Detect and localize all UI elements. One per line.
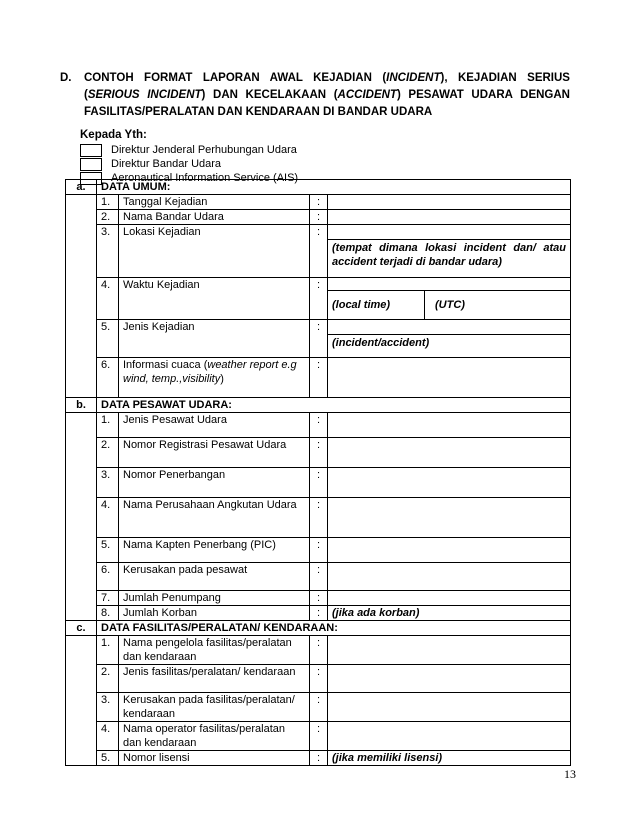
heading-text-part: CONTOH FORMAT LAPORAN AWAL KEJADIAN ( — [84, 72, 387, 84]
heading-letter: D. — [60, 72, 72, 84]
utc-hint: (UTC) — [435, 299, 465, 311]
colon-separator: : — [310, 693, 328, 722]
row-number: 8. — [97, 606, 119, 621]
field-value[interactable] — [328, 210, 571, 225]
heading-text-part: ), KEJADIAN SERIUS ( — [84, 72, 570, 101]
field-value[interactable] — [328, 636, 571, 665]
form-row — [66, 438, 571, 468]
form-row — [66, 606, 571, 621]
row-number: 3. — [97, 693, 119, 722]
row-number: 1. — [97, 195, 119, 210]
field-label: Nama pengelola fasilitas/peralatan dan kendaraan — [119, 636, 310, 665]
page-number: 13 — [564, 767, 576, 781]
field-label: Jenis fasilitas/peralatan/ kendaraan — [119, 665, 310, 693]
row-number: 4. — [97, 278, 119, 320]
colon-separator: : — [310, 591, 328, 606]
form-row — [66, 538, 571, 563]
form-row — [66, 591, 571, 606]
checkbox[interactable] — [80, 158, 102, 171]
field-value[interactable]: (jika ada korban) — [328, 606, 571, 621]
field-value[interactable] — [328, 278, 571, 320]
recipient-option-1[interactable] — [80, 143, 297, 157]
row-number: 4. — [97, 722, 119, 751]
section-title: DATA UMUM: — [97, 180, 571, 195]
row-number: 6. — [97, 358, 119, 398]
label-part: Informasi cuaca ( — [123, 359, 208, 371]
row-number: 5. — [97, 751, 119, 766]
row-number: 2. — [97, 665, 119, 693]
form-row — [66, 665, 571, 693]
field-value[interactable] — [328, 413, 571, 438]
colon-separator: : — [310, 722, 328, 751]
field-value[interactable] — [328, 665, 571, 693]
row-number: 4. — [97, 498, 119, 538]
colon-separator: : — [310, 358, 328, 398]
section-header-row — [66, 180, 571, 195]
colon-separator: : — [310, 665, 328, 693]
form-row — [66, 413, 571, 438]
form-row — [66, 693, 571, 722]
field-value[interactable] — [328, 320, 571, 358]
form-row — [66, 498, 571, 538]
heading-text-part: SERIOUS INCIDENT — [87, 89, 202, 101]
field-value[interactable] — [328, 438, 571, 468]
form-row — [66, 751, 571, 766]
local-time-hint: (local time) — [328, 291, 425, 319]
recipient-option-2[interactable] — [80, 157, 221, 171]
field-label: Nama Perusahaan Angkutan Udara — [119, 498, 310, 538]
colon-separator: : — [310, 320, 328, 358]
heading-text — [84, 70, 570, 121]
row-number: 2. — [97, 438, 119, 468]
section-letter: b. — [66, 398, 97, 413]
label-part: ) — [220, 373, 224, 385]
section-side-cell — [66, 413, 97, 621]
form-row — [66, 563, 571, 591]
section-header-row — [66, 398, 571, 413]
field-value[interactable]: (jika memiliki lisensi) — [328, 751, 571, 766]
colon-separator: : — [310, 538, 328, 563]
heading-text-part: ) PESAWAT UDARA DENGAN FASILITAS/PERALATAN DAN KENDARAAN DI BANDAR UDARA — [84, 89, 570, 118]
field-value[interactable] — [328, 693, 571, 722]
field-value[interactable] — [328, 722, 571, 751]
form-row — [66, 225, 571, 278]
heading-text-part: ) DAN KECELAKAAN ( — [201, 89, 338, 101]
heading-text-part: ACCIDENT — [337, 89, 397, 101]
field-value[interactable] — [328, 538, 571, 563]
field-value[interactable] — [328, 591, 571, 606]
colon-separator: : — [310, 225, 328, 278]
field-label: Jumlah Penumpang — [119, 591, 310, 606]
field-label: Jenis Pesawat Udara — [119, 413, 310, 438]
field-value[interactable] — [328, 195, 571, 210]
colon-separator: : — [310, 210, 328, 225]
colon-separator: : — [310, 563, 328, 591]
row-number: 7. — [97, 591, 119, 606]
row-number: 6. — [97, 563, 119, 591]
field-label: Kerusakan pada pesawat — [119, 563, 310, 591]
colon-separator: : — [310, 438, 328, 468]
field-label: Nomor Penerbangan — [119, 468, 310, 498]
field-value[interactable] — [328, 498, 571, 538]
row-number: 2. — [97, 210, 119, 225]
field-label: Nomor Registrasi Pesawat Udara — [119, 438, 310, 468]
section-letter: a. — [66, 180, 97, 195]
colon-separator: : — [310, 751, 328, 766]
field-label: Jumlah Korban — [119, 606, 310, 621]
form-row — [66, 722, 571, 751]
field-hint-wrap — [328, 239, 570, 269]
field-label: Kerusakan pada fasilitas/peralatan/ kendaraan — [119, 693, 310, 722]
recipient-label: Direktur Jenderal Perhubungan Udara — [111, 144, 297, 156]
document-heading — [60, 70, 570, 121]
field-label: Jenis Kejadian — [119, 320, 310, 358]
row-number: 5. — [97, 320, 119, 358]
colon-separator: : — [310, 636, 328, 665]
field-value[interactable] — [328, 563, 571, 591]
field-label: Nomor lisensi — [119, 751, 310, 766]
form-row — [66, 210, 571, 225]
section-header-row — [66, 621, 571, 636]
time-split — [328, 290, 570, 319]
colon-separator: : — [310, 606, 328, 621]
field-hint: (tempat dimana lokasi incident dan/ atau accident terjadi di bandar udara) — [332, 242, 567, 268]
colon-separator: : — [310, 195, 328, 210]
checkbox[interactable] — [80, 144, 102, 157]
row-number: 1. — [97, 413, 119, 438]
form-row — [66, 195, 571, 210]
recipient-label: Direktur Bandar Udara — [111, 158, 222, 170]
colon-separator: : — [310, 498, 328, 538]
form-row — [66, 468, 571, 498]
section-title: DATA FASILITAS/PERALATAN/ KENDARAAN: — [97, 621, 571, 636]
form-row — [66, 358, 571, 398]
field-label: Tanggal Kejadian — [119, 195, 310, 210]
field-label: Nama Bandar Udara — [119, 210, 310, 225]
label-part: weather report e.g wind, temp.,visibility — [123, 359, 297, 385]
row-number: 5. — [97, 538, 119, 563]
field-value[interactable] — [328, 358, 571, 398]
section-side-cell — [66, 636, 97, 766]
section-letter: c. — [66, 621, 97, 636]
field-label — [119, 358, 310, 398]
kepada-label: Kepada Yth: — [80, 129, 147, 141]
form-row — [66, 320, 571, 358]
field-label: Nama operator fasilitas/peralatan dan kendaraan — [119, 722, 310, 751]
row-number: 3. — [97, 468, 119, 498]
colon-separator: : — [310, 468, 328, 498]
field-label: Nama Kapten Penerbang (PIC) — [119, 538, 310, 563]
section-side-cell — [66, 195, 97, 398]
colon-separator: : — [310, 278, 328, 320]
field-hint-wrap — [328, 334, 570, 350]
colon-separator: : — [310, 413, 328, 438]
section-title: DATA PESAWAT UDARA: — [97, 398, 571, 413]
field-value[interactable] — [328, 468, 571, 498]
form-row — [66, 278, 571, 320]
report-form-table — [65, 179, 571, 766]
row-number: 1. — [97, 636, 119, 665]
field-label: Lokasi Kejadian — [119, 225, 310, 278]
recipient-label: Aeronautical Information Service (AIS) — [111, 172, 299, 184]
row-number: 3. — [97, 225, 119, 278]
field-value[interactable] — [328, 225, 571, 278]
form-row — [66, 636, 571, 665]
field-hint: (incident/accident) — [332, 337, 430, 349]
heading-text-part: INCIDENT — [386, 72, 441, 84]
field-label: Waktu Kejadian — [119, 278, 310, 320]
